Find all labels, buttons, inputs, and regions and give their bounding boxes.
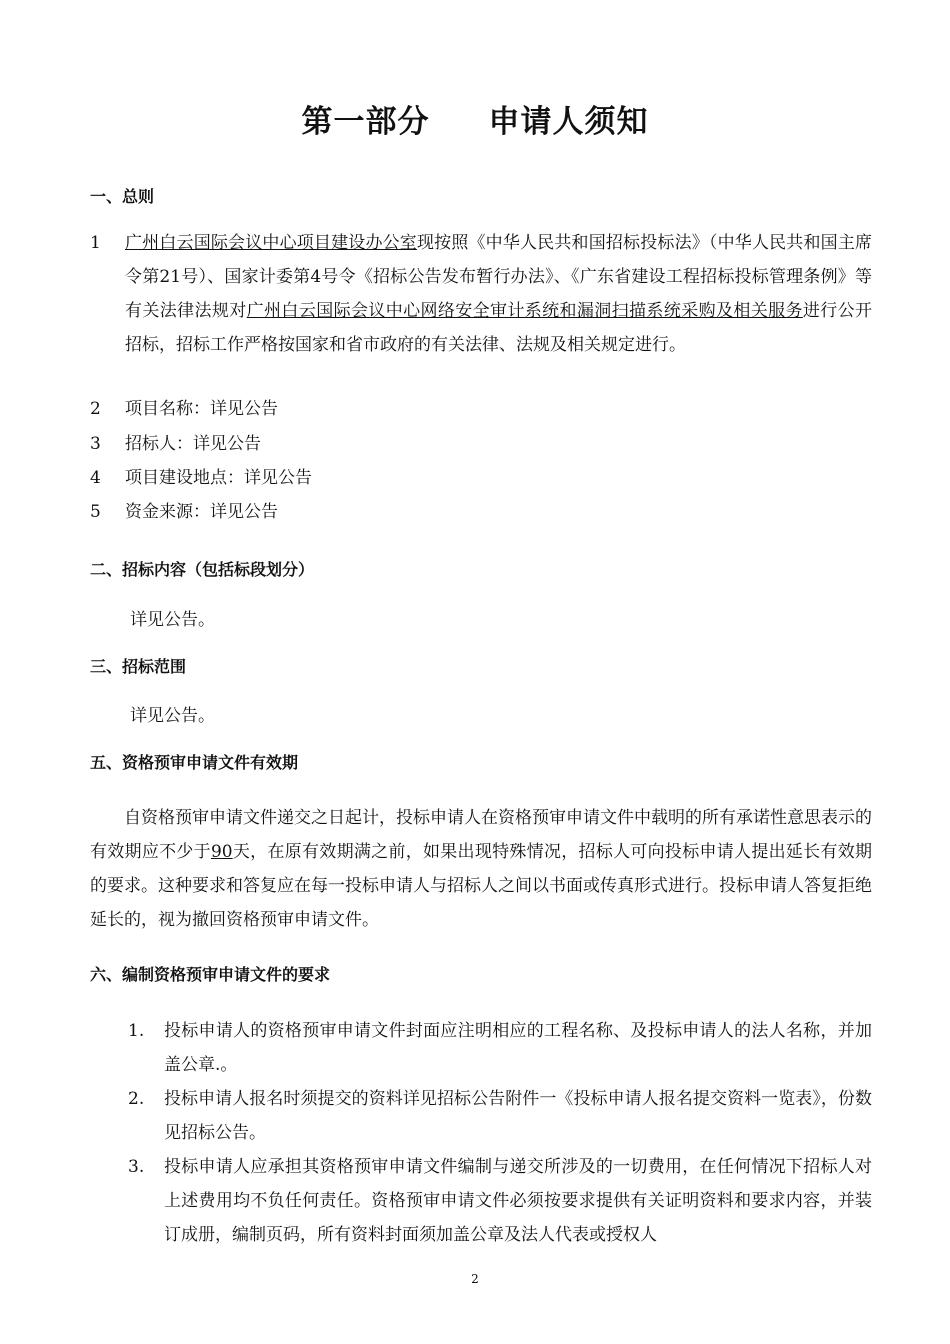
general-item-3 [90,427,872,461]
general-item-2 [90,392,872,426]
page-number: 2 [471,1272,479,1286]
tenderer-name: 广州白云国际会议中心项目建设办公室 [125,233,417,253]
section-heading-scope: 三、招标范围 [90,657,187,676]
list-number: 1. [128,1021,145,1041]
list-number: 2. [128,1089,145,1109]
item-text: 招标人：详见公告 [125,434,261,454]
section-heading-general: 一、总则 [90,187,155,206]
item-text [125,226,872,362]
validity-days: 90 [210,842,233,862]
paragraph-text: 自资格预审申请文件递交之日起计，投标申请人在资格预审申请文件中载明的所有承诺性意思表示的有效期应不少于 [90,808,872,862]
section-heading-validity: 五、资格预审申请文件有效期 [90,753,299,772]
general-item-4 [90,461,872,495]
requirements-list [90,1014,872,1252]
item-text: 资金来源：详见公告 [125,502,278,522]
project-name: 广州白云国际会议中心网络安全审计系统和漏洞扫描系统采购及相关服务 [246,301,803,321]
list-text: 投标申请人的资格预审申请文件封面应注明相应的工程名称、及投标申请人的法人名称，并加盖公章.。 [164,1021,872,1075]
item-number: 3 [90,434,101,454]
item-text-part: 现按照《中华人民共和国招标投标法》（中华人民共和国主席令第21号）、国家计委第4号令《招标公告发布暂行办法》、《广东省建设工程招标投标管理条例》等有关法律法规对 [125,233,873,321]
general-item-5 [90,495,872,529]
item-number: 1 [90,233,101,253]
scope-text: 详见公告。 [130,706,215,726]
section-heading-content: 二、招标内容（包括标段划分） [90,560,315,579]
item-text: 项目建设地点：详见公告 [125,468,312,488]
section-heading-requirements: 六、编制资格预审申请文件的要求 [90,965,331,984]
general-item-1 [90,226,872,362]
item-number: 2 [90,399,101,419]
content-text: 详见公告。 [130,610,215,630]
item-number: 5 [90,502,101,522]
list-item [90,1082,872,1150]
validity-paragraph [90,801,872,937]
list-text: 投标申请人报名时须提交的资料详见招标公告附件一《投标申请人报名提交资料一览表》，份数见招标公告。 [164,1089,872,1143]
item-text-part: 进行公开招标，招标工作严格按国家和省市政府的有关法律、法规及相关规定进行。 [125,301,873,355]
list-item [90,1150,872,1252]
page-title: 第一部分 申请人须知 [301,104,649,140]
item-text: 项目名称：详见公告 [125,399,278,419]
paragraph-text: 天，在原有效期满之前，如果出现特殊情况，招标人可向投标申请人提出延长有效期的要求。这种要求和答复应在每一投标申请人与招标人之间以书面或传真形式进行。投标申请人答复拒绝延长的，视为撤回资格预审申请文件。 [90,842,873,930]
list-text: 投标申请人应承担其资格预审申请文件编制与递交所涉及的一切费用，在任何情况下招标人对上述费用均不负任何责任。资格预审申请文件必须按要求提供有关证明资料和要求内容，并装订成册，编制页码，所有资料封面须加盖公章及法人代表或授权人 [164,1157,872,1245]
list-number: 3. [128,1157,145,1177]
list-item [90,1014,872,1082]
item-number: 4 [90,468,101,488]
